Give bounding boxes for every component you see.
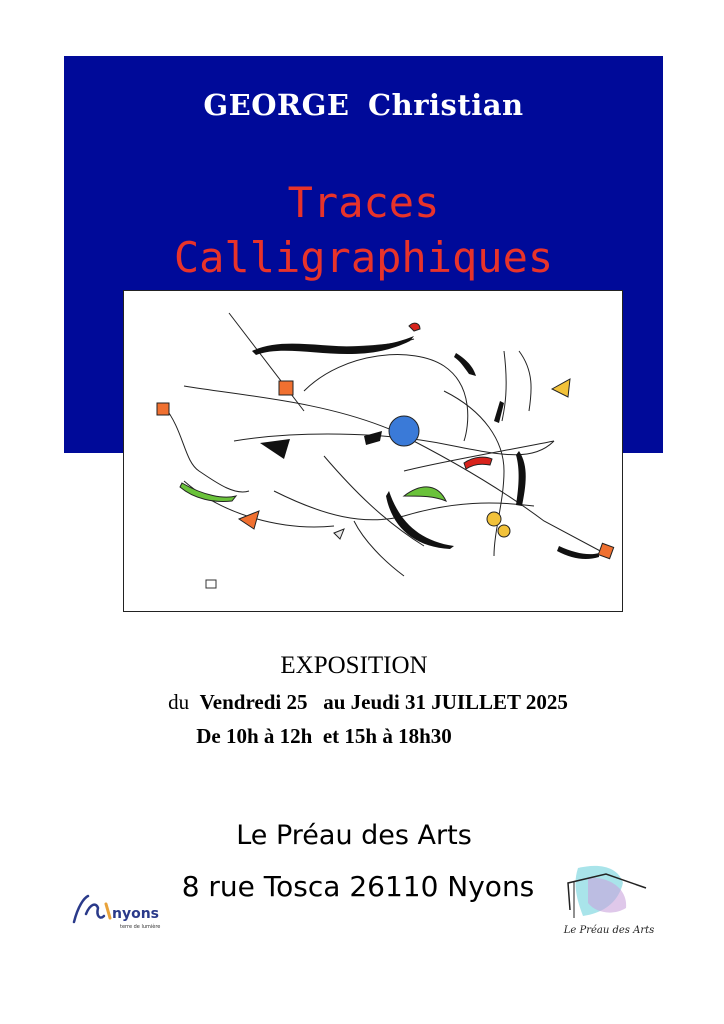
shape-orange-square-2 xyxy=(157,403,169,415)
venue-address: 8 rue Tosca 26110 Nyons xyxy=(181,870,535,903)
exhibition-heading: EXPOSITION xyxy=(280,652,428,679)
artist-name: GEORGE Christian xyxy=(203,88,524,122)
stroke-brush-6 xyxy=(557,546,599,559)
shape-yellow-triangle xyxy=(552,379,570,397)
stroke-brush-1 xyxy=(252,336,414,355)
artwork-image xyxy=(123,290,623,612)
shape-orange-square-3 xyxy=(598,543,613,558)
shape-red-accent xyxy=(409,323,420,331)
calligraphic-artwork xyxy=(124,291,622,611)
exhibition-title-line-2: Calligraphiques xyxy=(173,233,554,282)
monogram-mark xyxy=(206,580,216,588)
shape-yellow-circle-2 xyxy=(498,525,510,537)
shape-green-stroke xyxy=(180,483,236,501)
shape-yellow-circle-1 xyxy=(487,512,501,526)
nyons-wordmark: nyons xyxy=(112,906,160,922)
stroke-brush-2 xyxy=(454,353,476,376)
shape-orange-square-1 xyxy=(279,381,293,395)
shape-blue-circle xyxy=(389,416,419,446)
venue-name: Le Préau des Arts xyxy=(236,820,472,851)
shape-green-leaf xyxy=(404,487,446,501)
stroke-brush-3 xyxy=(260,439,290,459)
shape-red-stroke xyxy=(464,457,492,469)
exhibition-hours: De 10h à 12h et 15h à 18h30 xyxy=(196,724,452,748)
shape-small-triangle xyxy=(334,529,344,539)
stroke-brush-5 xyxy=(516,451,526,506)
dates-prefix: du xyxy=(168,690,190,714)
nyons-tagline: terre de lumière xyxy=(120,924,161,930)
dates-text: Vendredi 25 au Jeudi 31 JUILLET 2025 xyxy=(199,690,568,714)
preau-wordmark: Le Préau des Arts xyxy=(563,925,655,936)
shape-orange-triangle xyxy=(239,511,259,529)
stroke-brush-7 xyxy=(364,431,382,445)
exhibition-title-line-1: Traces xyxy=(287,178,440,227)
exhibition-dates xyxy=(6,690,724,715)
